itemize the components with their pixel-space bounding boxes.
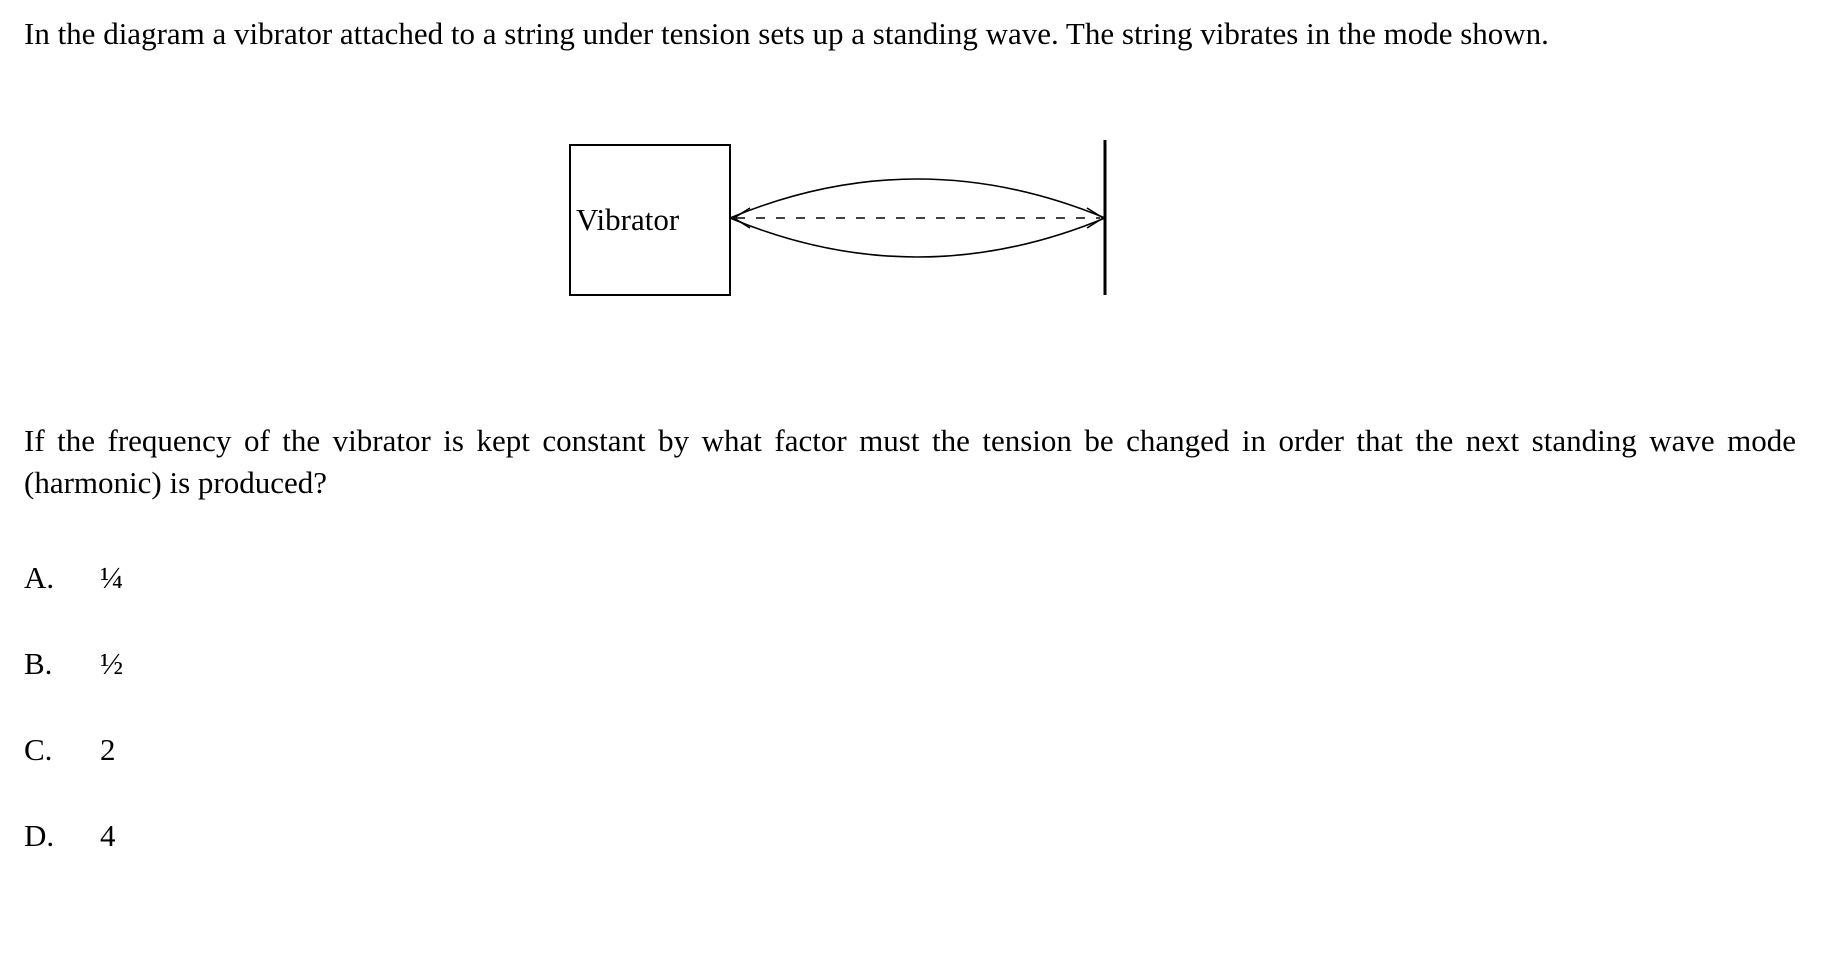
option-a-letter: A.: [24, 560, 55, 595]
option-b-value: ½: [100, 646, 124, 681]
question-text: If the frequency of the vibrator is kept constant by what factor must the tension be changed in order that the next standing wave mode (harmonic) is produced?: [24, 423, 1796, 500]
wave-lower-envelope: [730, 218, 1105, 257]
option-d-value: 4: [100, 818, 116, 853]
option-a[interactable]: [24, 560, 724, 646]
wave-upper-envelope: [730, 179, 1105, 218]
option-b[interactable]: [24, 646, 724, 732]
intro-paragraph: In the diagram a vibrator attached to a string under tension sets up a standing wave. The string vibrates in the mode shown.: [24, 16, 1549, 51]
figure-svg: [560, 140, 1160, 320]
option-d[interactable]: [24, 818, 724, 904]
answer-options-list: [24, 560, 724, 904]
option-a-value: ¼: [100, 560, 124, 595]
option-c-value: 2: [100, 732, 116, 767]
option-d-letter: D.: [24, 818, 55, 853]
vibrator-box-label: Vibrator: [576, 202, 680, 237]
standing-wave-figure: [560, 140, 1160, 320]
option-c-letter: C.: [24, 732, 53, 767]
option-c[interactable]: [24, 732, 724, 818]
option-b-letter: B.: [24, 646, 53, 681]
